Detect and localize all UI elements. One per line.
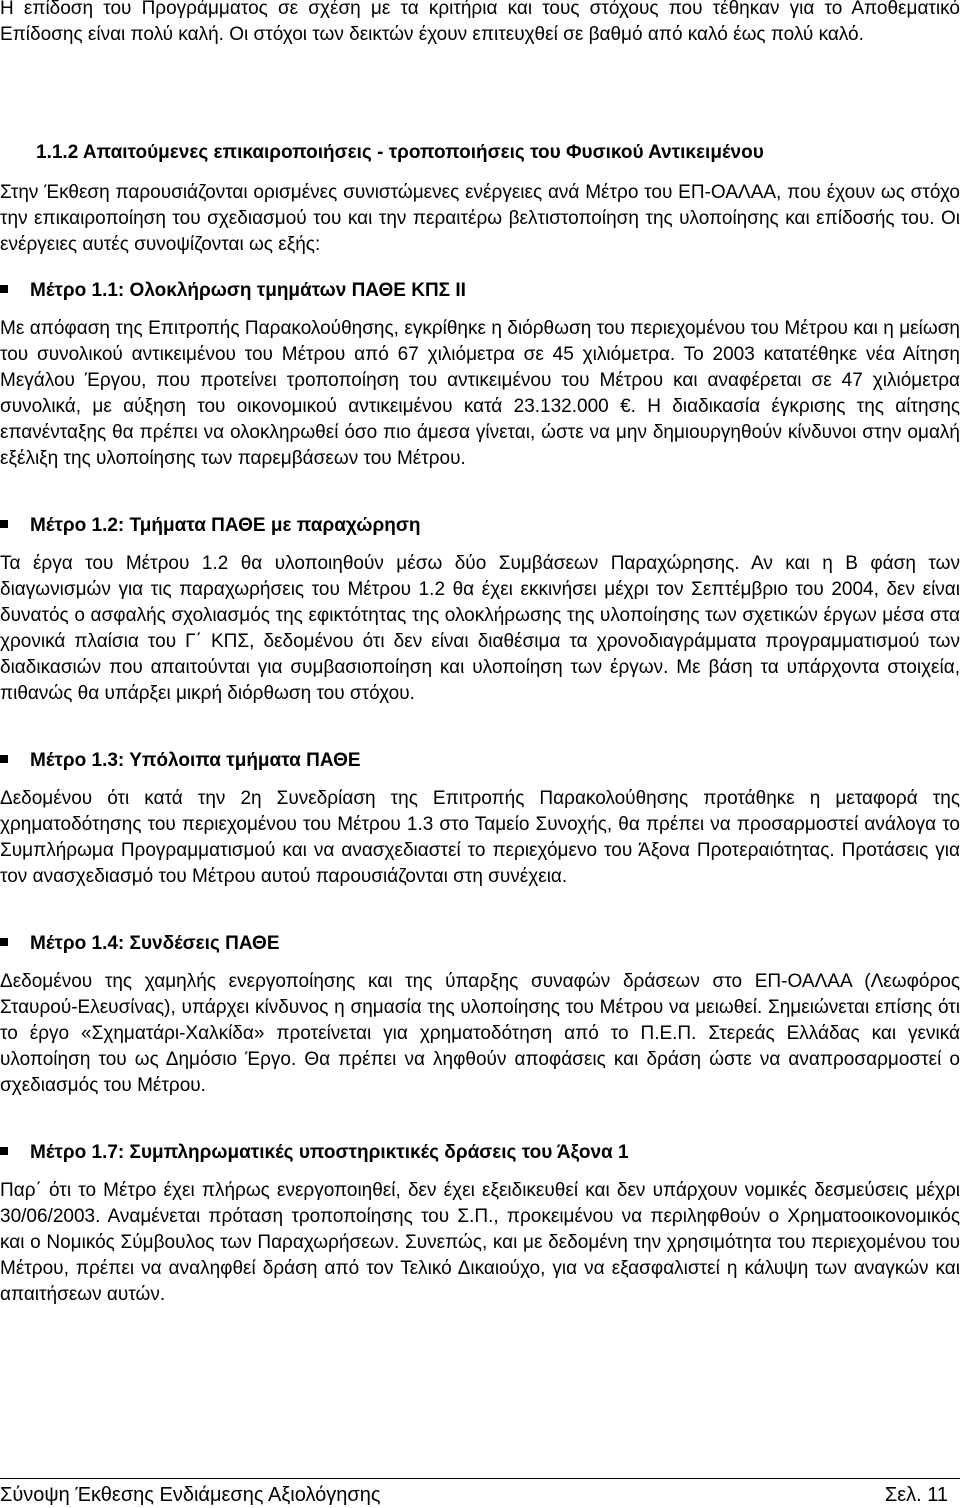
measure-paragraph: Δεδομένου της χαμηλής ενεργοποίησης και της ύπαρξης συναφών δράσεων στο ΕΠ-ΟΑΛΑΑ (Λεωφόρος Σταυρού-Ελευσίνας), υπάρχει κίνδυνος η σημασία της υλοποίησης του Μέτρου να μειωθεί. Σημειώνεται επίσης ότι το έργο «Σχηματάρι-Χαλκίδα» προτείνεται για χρηματοδότηση από το Π.Ε.Π. Στερεάς Ελλάδας και γενικά υλοποίηση του ως Δημόσιο Έργο. Θα πρέπει να ληφθούν αποφάσεις και δράση ώστε να αναπροσαρμοστεί ο σχεδιασμός του Μέτρου. bbox=[0, 971, 960, 1096]
square-bullet-icon bbox=[0, 520, 8, 528]
square-bullet-icon bbox=[0, 755, 8, 763]
square-bullet-icon bbox=[0, 938, 8, 946]
measure-paragraph: Δεδομένου ότι κατά την 2η Συνεδρίαση της Επιτροπής Παρακολούθησης προτάθηκε η μεταφορά της χρηματοδότησης του περιεχομένου του Μέτρου 1.3 στο Ταμείο Συνοχής, θα πρέπει να προσαρμοστεί ανάλογα το Συμπλήρωμα Προγραμματισμού και να ανασχεδιαστεί το περιεχόμενο του Άξονα Προτεραιότητας. Προτάσεις για τον ανασχεδιασμό του Μέτρου αυτού παρουσιάζονται στη συνέχεια. bbox=[0, 788, 960, 887]
intro-paragraph: Η επίδοση του Προγράμματος σε σχέση με τα κριτήρια και τους στόχους που τέθηκαν για το Αποθεματικό Επίδοσης είναι πολύ καλή. Οι στόχοι των δεικτών έχουν επιτευχθεί σε βαθμό από καλό έως πολύ καλό. bbox=[0, 0, 960, 45]
measure-paragraph: Με απόφαση της Επιτροπής Παρακολούθησης, εγκρίθηκε η διόρθωση του περιεχομένου του Μέτρου και η μείωση του συνολικού αντικειμένου του Μέτρου από 67 χιλιόμετρα σε 45 χιλιόμετρα. Το 2003 κατατέθηκε νέα Αίτηση Μεγάλου Έργου, που προτείνει τροποποίηση του αντικειμένου του Μέτρου και αναφέρεται σε 47 χιλιόμετρα συνολικά, με αύξηση του οικονομικού αντικειμένου κατά 23.132.000 €. Η διαδικασία έγκρισης της αίτησης επανένταξης θα πρέπει να ολοκληρωθεί όσο πιο άμεσα γίνεται, ώστε να μην δημιουργηθούν κίνδυνοι στην ομαλή εξέλιξη της υλοποίησης των παρεμβάσεων του Μέτρου. bbox=[0, 318, 960, 469]
section-heading: 1.1.2 Απαιτούμενες επικαιροποιήσεις - τροποποιήσεις του Φυσικού Αντικειμένου bbox=[36, 142, 764, 163]
measure-paragraph: Τα έργα του Μέτρου 1.2 θα υλοποιηθούν μέσω δύο Συμβάσεων Παραχώρησης. Αν και η Β φάση των διαγωνισμών για τις παραχωρήσεις του Μέτρου 1.2 θα έχει εκκινήσει μέχρι τον Σεπτέμβριο του 2004, δεν είναι δυνατός ο ασφαλής σχολιασμός της εφικτότητας της ολοκλήρωσης της υλοποίησης των σχετικών έργων μέσα στα χρονικά πλαίσια του Γ΄ ΚΠΣ, δεδομένου ότι δεν είναι διαθέσιμα τα χρονοδιαγράμματα προγραμματισμού των διαδικασιών που απαιτούνται για συμβασιοποίηση και υλοποίηση των έργων. Με βάση τα υπάρχοντα στοιχεία, πιθανώς θα υπάρξει μικρή διόρθωση του στόχου. bbox=[0, 553, 960, 704]
measure-heading-text: Μέτρο 1.1: Ολοκλήρωση τμημάτων ΠΑΘΕ ΚΠΣ ΙΙ bbox=[30, 280, 466, 301]
measure-heading bbox=[0, 748, 361, 774]
measure-heading bbox=[0, 278, 466, 304]
measure-heading bbox=[0, 513, 420, 539]
footer-divider bbox=[0, 1478, 960, 1479]
footer-title: Σύνοψη Έκθεσης Ενδιάμεσης Αξιολόγησης bbox=[0, 1484, 381, 1506]
measure-heading bbox=[0, 1140, 629, 1166]
measure-heading-text: Μέτρο 1.4: Συνδέσεις ΠΑΘΕ bbox=[30, 933, 280, 954]
square-bullet-icon bbox=[0, 1147, 8, 1155]
page-number: Σελ. 11 bbox=[884, 1484, 948, 1506]
measure-heading-text: Μέτρο 1.2: Τμήματα ΠΑΘΕ με παραχώρηση bbox=[30, 515, 421, 536]
section-intro-paragraph: Στην Έκθεση παρουσιάζονται ορισμένες συνιστώμενες ενέργειες ανά Μέτρο του ΕΠ-ΟΑΛΑΑ, που έχουν ως στόχο την επικαιροποίηση του σχεδιασμού του και την περαιτέρω βελτιστοποίηση της υλοποίησης και επίδοσής του. Οι ενέργειες αυτές συνοψίζονται ως εξής: bbox=[0, 182, 960, 255]
square-bullet-icon bbox=[0, 285, 8, 293]
measure-heading-text: Μέτρο 1.3: Υπόλοιπα τμήματα ΠΑΘΕ bbox=[30, 750, 361, 771]
measure-heading-text: Μέτρο 1.7: Συμπληρωματικές υποστηρικτικές δράσεις του Άξονα 1 bbox=[30, 1142, 629, 1163]
measure-paragraph: Παρ΄ ότι το Μέτρο έχει πλήρως ενεργοποιηθεί, δεν έχει εξειδικευθεί και δεν υπάρχουν νομικές δεσμεύσεις μέχρι 30/06/2003. Αναμένεται πρόταση τροποποίησης του Σ.Π., προκειμένου να περιληφθούν ο Χρηματοοικονομικός και ο Νομικός Σύμβουλος των Παραχωρήσεων. Συνεπώς, και με δεδομένη την χρησιμότητα του περιεχομένου του Μέτρου, πρέπει να αναληφθεί δράση από τον Τελικό Δικαιούχο, για να εξασφαλιστεί η κάλυψη των αναγκών και απαιτήσεων αυτών. bbox=[0, 1180, 960, 1305]
measure-heading bbox=[0, 931, 280, 957]
